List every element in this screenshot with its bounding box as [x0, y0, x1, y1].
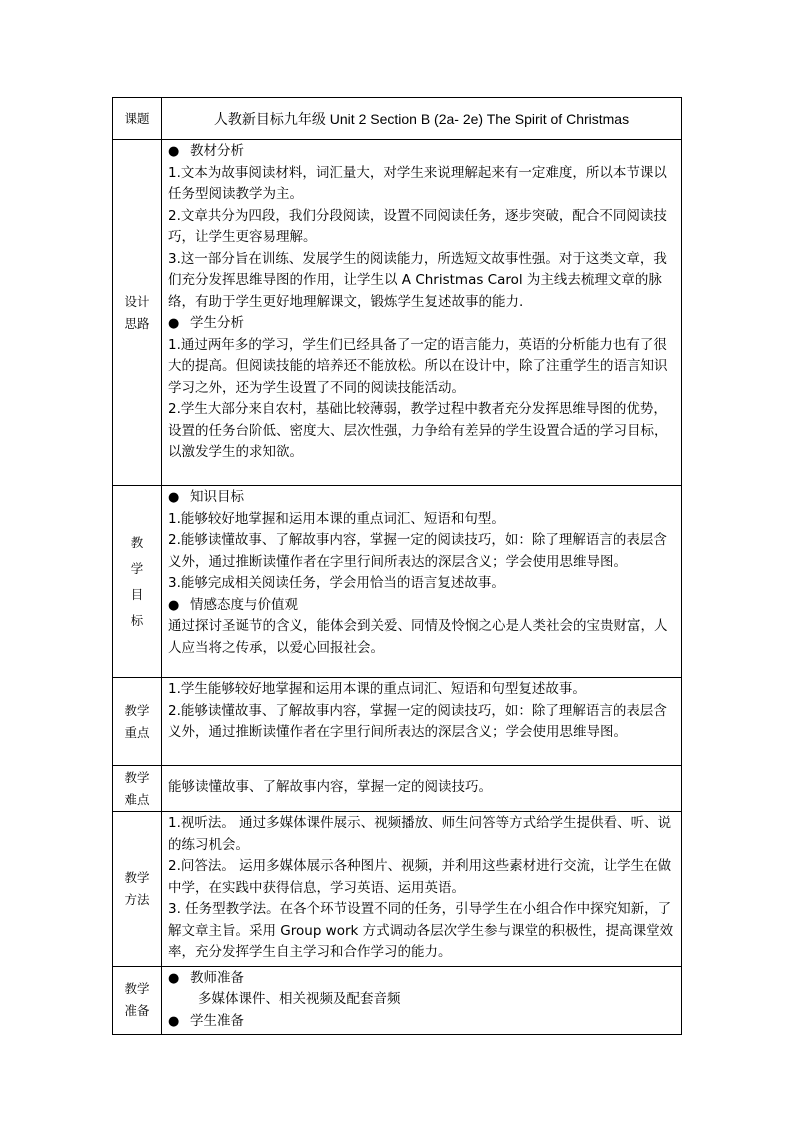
- teacher-prep-text: 多媒体课件、相关视频及配套音频: [198, 991, 401, 1007]
- material-analysis-heading: ● 教材分析: [168, 141, 678, 163]
- row-topic: [113, 98, 682, 140]
- method-para-3: 3. 任务型教学法。在各个环节设置不同的任务，引导学生在小组合作中探究知新，了解文章主旨。采用 Group work 方式调动各层次学生参与课堂的积极性，提高课堂效率，充分发挥学生自主学习和合作学习的能力。: [168, 901, 674, 960]
- row-key-points: [113, 678, 682, 766]
- difficulty-text: 能够读懂故事、了解故事内容，掌握一定的阅读技巧。: [168, 779, 492, 796]
- method-para-2: 2.问答法。 运用多媒体展示各种图片、视频，并利用这些素材进行交流，让学生在做中学，在实践中获得信息，学习英语、运用英语。: [168, 858, 672, 896]
- row-difficulty: [113, 766, 682, 812]
- goals-label-4: 标: [130, 612, 144, 628]
- prep-label-1: 教学: [124, 981, 150, 997]
- student-prep-heading: ● 学生准备: [168, 1011, 678, 1033]
- design-label: [113, 140, 162, 486]
- key-label-1: 教学: [124, 702, 150, 718]
- row-goals: [113, 486, 682, 678]
- design-label-line2: 思路: [124, 315, 150, 331]
- bullet-icon: ●: [168, 597, 180, 613]
- student-analysis-heading: ● 学生分析: [168, 313, 678, 335]
- row-preparation: [113, 966, 682, 1035]
- difficulty-label: [113, 766, 162, 812]
- goals-label-3: 目: [130, 586, 144, 602]
- difficulty-content: [162, 766, 682, 812]
- knowledge-para-2: 2.能够读懂故事、了解故事内容，掌握一定的阅读技巧，如：除了理解语言的表层含义外，通过推断读懂作者在字里行间所表达的深层含义；学会使用思维导图。: [168, 532, 667, 570]
- method-label-1: 教学: [124, 869, 150, 885]
- material-para-3: 3.这一部分旨在训练、发展学生的阅读能力，所选短文故事性强。对于这类文章，我们充分发挥思维导图的作用，让学生以 A Christmas Carol 为主线去梳理文章的脉络，有助于学生更好地理解课文，锻炼学生复述故事的能力.: [168, 250, 667, 310]
- topic-text: 人教新目标九年级 Unit 2 Section B (2a- 2e) The Spirit of Christmas: [162, 98, 682, 140]
- design-label-line1: 设计: [124, 293, 150, 309]
- material-para-1: 1.文本为故事阅读材料，词汇量大，对学生来说理解起来有一定难度，所以本节课以任务型阅读教学为主。: [168, 164, 667, 202]
- teacher-prep-heading: ● 教师准备: [168, 968, 678, 990]
- goals-label: [113, 486, 162, 678]
- lesson-plan-table: [112, 97, 682, 1035]
- emotion-goal-heading: ● 情感态度与价值观: [168, 595, 678, 617]
- method-content: [162, 812, 682, 967]
- difficulty-label-2: 难点: [124, 791, 150, 807]
- prep-label: [113, 966, 162, 1035]
- topic-label: 课题: [113, 98, 162, 140]
- goals-label-2: 学: [130, 560, 144, 576]
- key-para-2: 2.能够读懂故事、了解故事内容，掌握一定的阅读技巧，如：除了理解语言的表层含义外，通过推断读懂作者在字里行间所表达的深层含义；学会使用思维导图。: [168, 702, 667, 740]
- row-design: [113, 140, 682, 486]
- method-label: [113, 812, 162, 967]
- goals-label-1: 教: [130, 534, 144, 550]
- key-label-2: 重点: [124, 724, 150, 740]
- bullet-icon: ●: [168, 1013, 180, 1029]
- student-para-2: 2.学生大部分来自农村，基础比较薄弱，教学过程中教者充分发挥思维导图的优势，设置的任务台阶低、密度大、层次性强，力争给有差异的学生设置合适的学习目标，以激发学生的求知欲。: [168, 401, 668, 460]
- prep-label-2: 准备: [124, 1003, 150, 1019]
- bullet-icon: ●: [168, 316, 180, 331]
- bullet-icon: ●: [168, 144, 180, 159]
- knowledge-goal-heading: ● 知识目标: [168, 487, 678, 509]
- design-content: [162, 140, 682, 486]
- emotion-para-1: 通过探讨圣诞节的含义，能体会到关爱、同情及怜悯之心是人类社会的宝贵财富，人人应当将之传承，以爱心回报社会。: [168, 618, 668, 656]
- key-content: [162, 678, 682, 766]
- goals-content: [162, 486, 682, 678]
- prep-content: [162, 966, 682, 1035]
- material-para-2: 2.文章共分为四段，我们分段阅读，设置不同阅读任务，逐步突破，配合不同阅读技巧，让学生更容易理解。: [168, 207, 667, 245]
- key-label: [113, 678, 162, 766]
- row-methods: [113, 812, 682, 967]
- key-para-1: 1.学生能够较好地掌握和运用本课的重点词汇、短语和句型复述故事。: [168, 681, 586, 697]
- student-para-1: 1.通过两年多的学习，学生们已经具备了一定的语言能力，英语的分析能力也有了很大的提高。但阅读技能的培养还不能放松。所以在设计中，除了注重学生的语言知识学习之外，还为学生设置了不同的阅读技能活动。: [168, 336, 668, 396]
- knowledge-para-1: 1.能够较好地掌握和运用本课的重点词汇、短语和句型。: [168, 510, 505, 527]
- bullet-icon: ●: [168, 970, 180, 986]
- bullet-icon: ●: [168, 490, 180, 505]
- method-label-2: 方法: [124, 891, 150, 907]
- method-para-1: 1.视听法。 通过多媒体课件展示、视频播放、师生问答等方式给学生提供看、听、说的练习机会。: [168, 815, 672, 853]
- difficulty-label-1: 教学: [124, 769, 150, 785]
- knowledge-para-3: 3.能够完成相关阅读任务，学会用恰当的语言复述故事。: [168, 575, 505, 591]
